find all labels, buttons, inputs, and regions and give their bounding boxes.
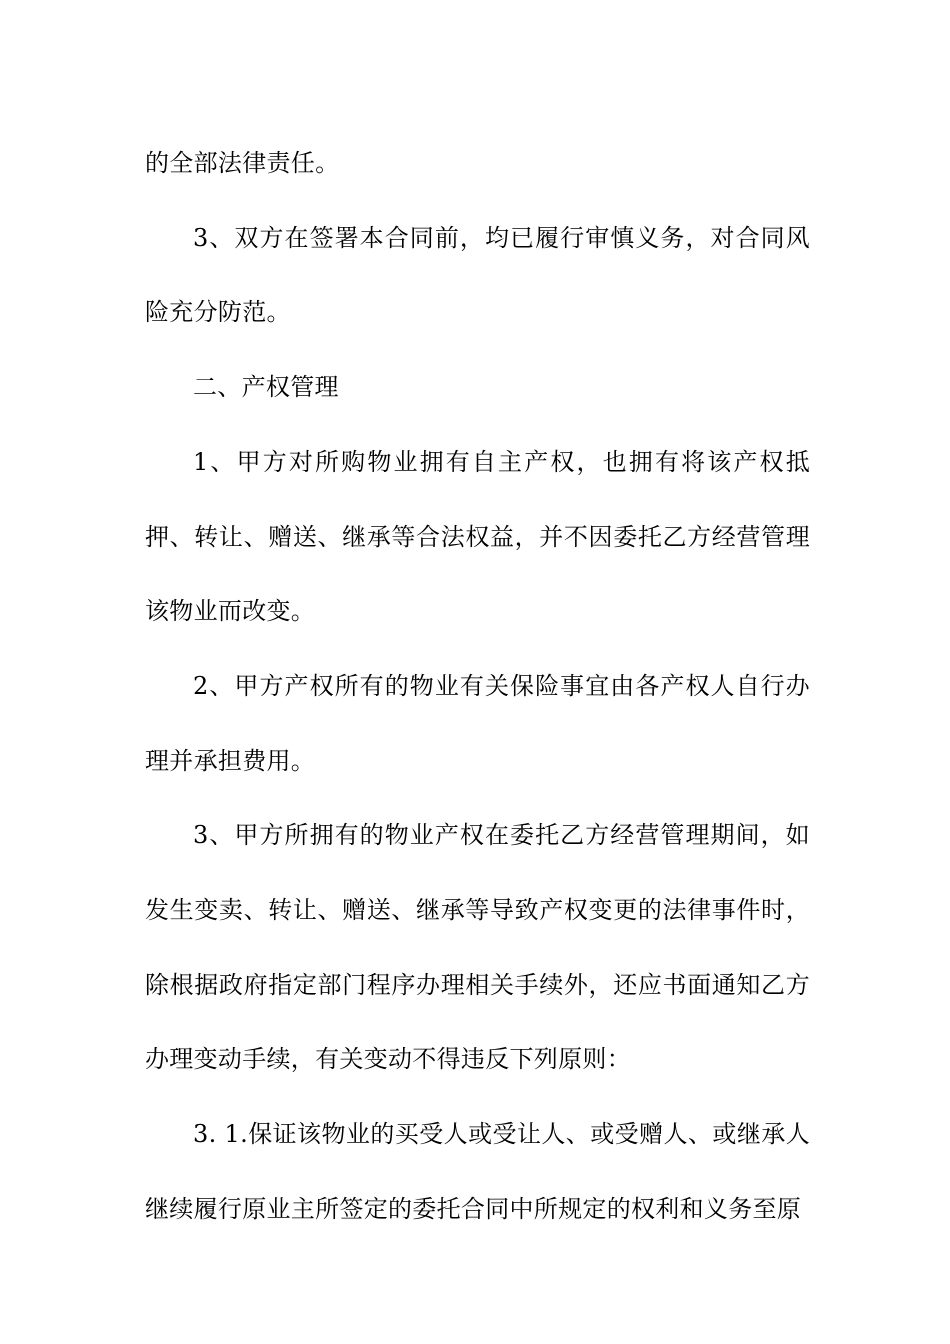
paragraph-clause-3-transfer: 3、甲方所拥有的物业产权在委托乙方经营管理期间，如发生变卖、转让、赠送、继承等导致产权变更的法律事件时，除根据政府指定部门程序办理相关手续外，还应书面通知乙方办理变动手续，有关变动不得违反下列原则： — [145, 821, 810, 1074]
paragraph-legal-liability-end: 的全部法律责任。 — [145, 149, 340, 177]
paragraph-clause-3-due-diligence: 3、双方在签署本合同前，均已履行审慎义务，对合同风险充分防范。 — [145, 223, 810, 327]
paragraph-clause-1-ownership: 1、甲方对所购物业拥有自主产权，也拥有将该产权抵押、转让、赠送、继承等合法权益，并不因委托乙方经营管理该物业而改变。 — [145, 447, 810, 626]
document-body — [145, 126, 810, 1247]
section-heading-property-rights: 二、产权管理 — [193, 373, 339, 402]
paragraph-clause-2-insurance: 2、甲方产权所有的物业有关保险事宜由各产权人自行办理并承担费用。 — [145, 671, 810, 775]
paragraph-clause-3-1-successor: 3. 1.保证该物业的买受人或受让人、或受赠人、或继承人继续履行原业主所签定的委托合同中所规定的权利和义务至原 — [145, 1120, 810, 1223]
